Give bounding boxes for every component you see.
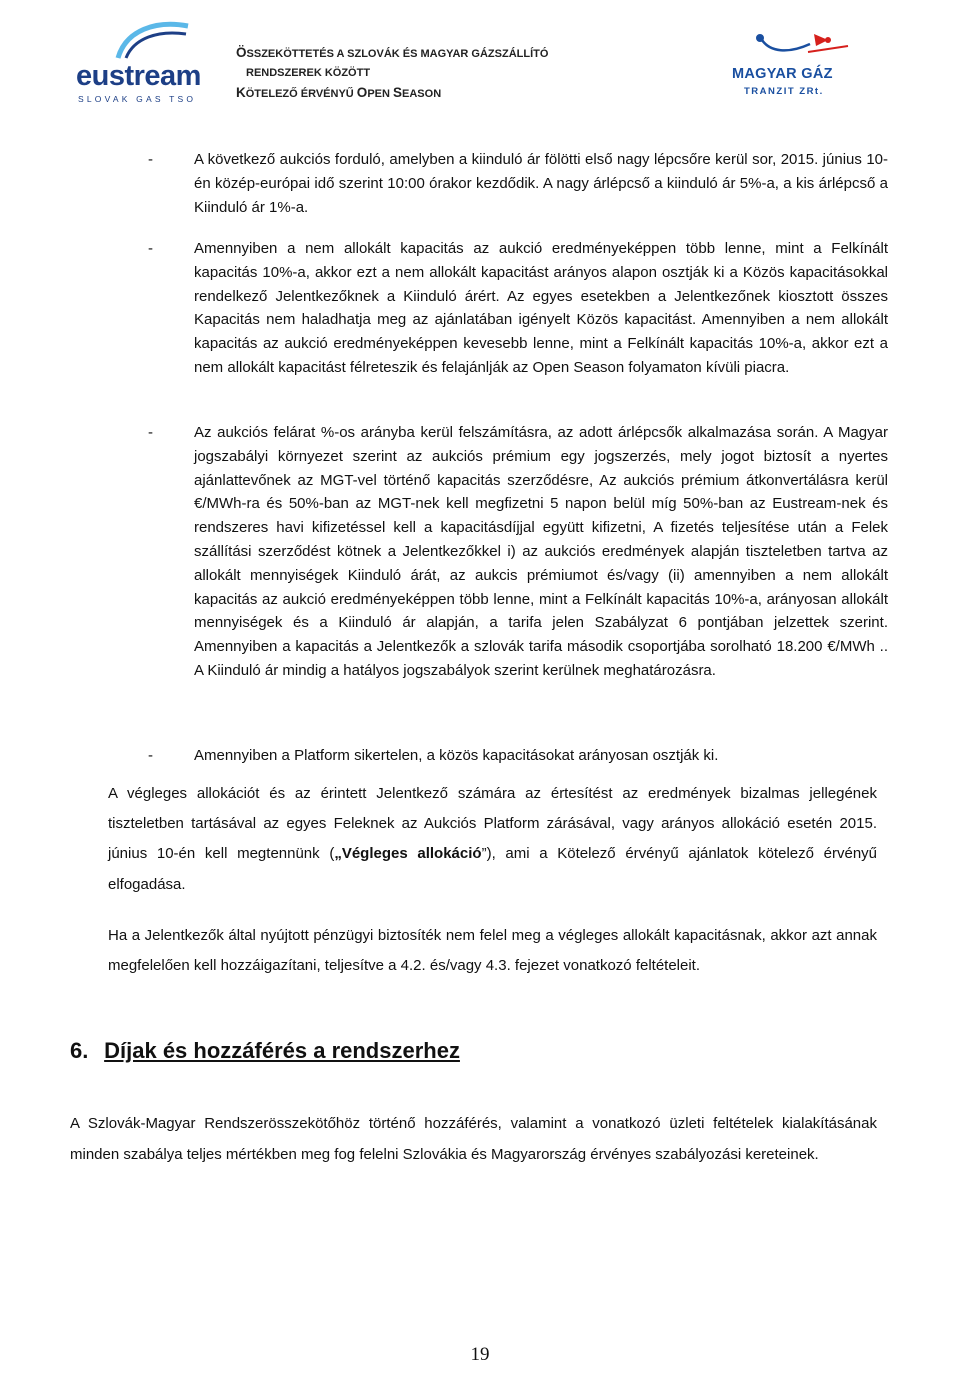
financial-guarantee-paragraph: Ha a Jelentkezők által nyújtott pénzügyi biztosíték nem felel meg a végleges allokált kapacitásnak, akkor azt annak megfelelően kell hozzáigazítani, teljesítve a 4.2. és/vagy 4.3. fejezet vonatkozó feltételeit.	[108, 927, 877, 975]
bullet-text: A következő aukciós forduló, amelyben a kiinduló ár fölötti első nagy lépcsőre kerül sor, 2015. június 10-én közép-európai idő szerint 10:00 órakor kezdődik. A nagy árlépcső a kiinduló ár 5%-a, a kis árlépcső a Kiinduló ár 1%-a.	[194, 151, 888, 216]
final-allocation-term: „Végleges allokáció	[334, 845, 482, 863]
section-heading	[70, 1036, 890, 1066]
mgt-subwordmark: TRANZIT ZRt.	[744, 86, 824, 97]
bullet-text: Amennyiben a nem allokált kapacitás az aukció eredményeképpen több lenne, mint a Felkínált kapacitás 10%-a, akkor ezt a nem allokált kapacitást arányos alapon osztják ki a Közös kapacitásokkal rendelkező Jelentkezőknek a Kiinduló árért. Az egyes esetekben a Jelentkezőnek kiosztott összes Kapacitás nem haladhatja meg az ajánlatában igényelt Közös kapacitást. Amennyiben a nem allokált kapacitás az aukció eredményeképpen kevesebb lenne, mint a Felkínált kapacitás 10%-a, akkor ezt a nem allokált kapacitást félreteszik és felajánlják az Open Season folyamaton kívüli piacra.	[194, 240, 888, 376]
eustream-wordmark: eustream	[76, 60, 201, 92]
final-allocation-paragraph: A végleges allokációt és az érintett Jelentkező számára az értesítést az eredmények bizalmas jellegének tiszteletben tartásával az egyes Feleknek az Aukciós Platform zárásával, vagy arányos allokáció esetén 2015. június 10-én kell megtennünk („Végleges allokáció”), ami a Kötelező érvényű ajánlatok kötelező érvényű elfogadása.	[108, 785, 877, 893]
page-number: 19	[470, 1344, 490, 1365]
magyar-gaz-tranzit-logo	[718, 22, 868, 102]
header-title-line-1: ÖSSZEKÖTTETÉS A SZLOVÁK ÉS MAGYAR GÁZSZÁLLÍTÓ	[236, 45, 549, 60]
eustream-arc-icon	[112, 18, 192, 62]
section-paragraph: A Szlovák-Magyar Rendszerösszekötőhöz történő hozzáférés, valamint a vonatkozó üzleti feltételek kialakításának minden szabálya teljes mértékben meg fog felelni Szlovákia és Magyarország érvényes szabályozási kereteinek.	[70, 1115, 877, 1163]
mgt-wordmark: MAGYAR GÁZ	[732, 66, 833, 82]
eustream-logo	[72, 18, 212, 104]
bullet-dash: -	[148, 151, 153, 168]
bullet-item	[148, 237, 888, 380]
bullet-text: Amennyiben a Platform sikertelen, a közös kapacitásokat arányosan osztják ki.	[194, 747, 719, 764]
eustream-tagline: SLOVAK GAS TSO	[78, 94, 197, 104]
section-title: Díjak és hozzáférés a rendszerhez	[104, 1038, 460, 1063]
bullet-item	[148, 421, 888, 683]
section-number: 6.	[70, 1038, 89, 1063]
bullet-item	[148, 744, 888, 768]
header-title-line-2: RENDSZEREK KÖZÖTT	[246, 67, 371, 79]
header-title-line-3: KÖTELEZŐ ÉRVÉNYŰ OPEN SEASON	[236, 85, 442, 100]
document-header-title	[236, 43, 696, 104]
bullet-text: Az aukciós felárat %-os arányba kerül felszámításra, az adott árlépcsők alkalmazása során. A Magyar jogszabályi környezet szerint az aukciós prémium egy jogszerzés, mely jogot biztosít a nyertes ajánlattevőnek az MGT-vel történő kapacitás szerződésre, Az aukciós prémium átkonvertálásra kerül €/MWh-ra és 50%-ban az MGT-nek kell megfizetni 5 napon belül míg 50%-ban az Eustream-nek és rendszeres havi kifizetéssel kell a kapacitásdíjjal együtt kifizetni, A fizetés teljesítése után a Felek szállítási szerződést kötnek a Jelentkezőkkel i) az aukciós eredmények alapján tiszteletben tartva az allokált mennyiségek Kiinduló árát, az aukcis prémiumot és/vagy (ii) amennyiben a nem allokált kapacitás az aukció eredményeképpen több lenne, mint a Felkínált kapacitás 10%-a, arányosan allokált mennyiségek és a Kiinduló ár alapján, a tarifa jelen Szabályzat 6 pontjában jelzettek szerint. Amennyiben a kapacitás a Jelentkezők a szlovák tarifa második csoportjába sorolható 18.200 €/MWh .. A Kiinduló ár mindig a hatályos jogszabályok szerint kerülnek meghatározásra.	[194, 424, 888, 679]
bullet-dash: -	[148, 240, 153, 257]
bullet-dash: -	[148, 424, 153, 441]
bullet-item	[148, 148, 888, 219]
bullet-dash: -	[148, 747, 153, 764]
mgt-pipeline-icon	[718, 22, 868, 68]
page-header	[0, 0, 960, 110]
